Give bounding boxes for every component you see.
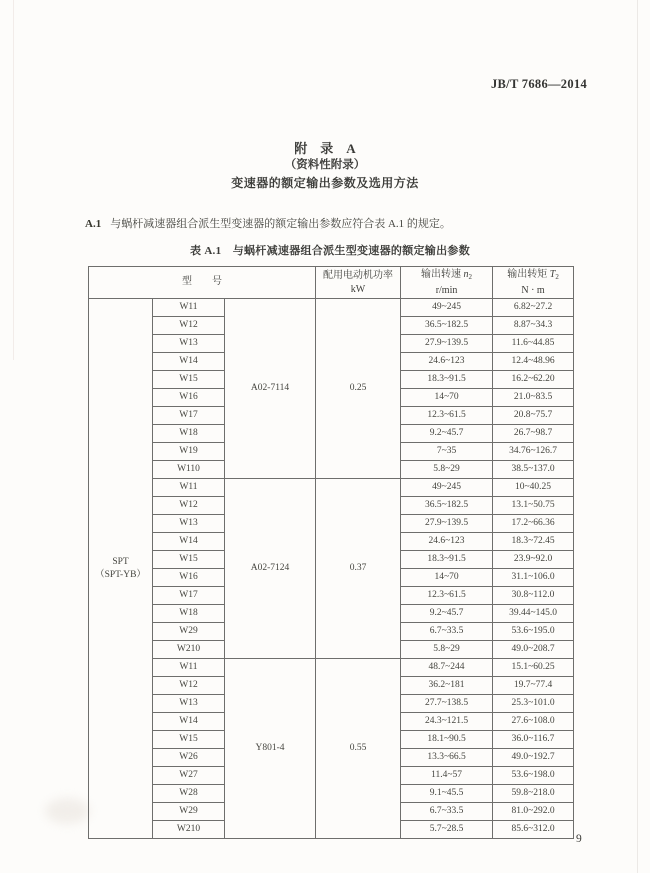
table-row [89,479,574,497]
header-output-torque-unit: N · m [521,284,545,296]
model-cell: W18 [153,425,225,443]
table-a1 [88,266,574,839]
torque-cell: 16.2~62.20 [493,371,574,389]
power-cell: 0.37 [316,479,401,659]
table-row [89,299,574,317]
model-cell: W210 [153,821,225,839]
model-cell: W15 [153,731,225,749]
speed-label-text: 输出转速 [421,268,464,280]
torque-cell: 81.0~292.0 [493,803,574,821]
header-motor-power-unit: kW [350,283,366,295]
model-cell: W11 [153,479,225,497]
group-cell-line: SPT [112,556,129,567]
torque-symbol: T [549,268,556,280]
torque-cell: 10~40.25 [493,479,574,497]
speed-cell: 9.1~45.5 [401,785,493,803]
clause-label: A.1 [85,218,102,230]
torque-cell: 26.7~98.7 [493,425,574,443]
speed-cell: 5.8~29 [401,641,493,659]
torque-cell: 18.3~72.45 [493,533,574,551]
model-cell: W13 [153,515,225,533]
scan-artifact-smudge [45,798,90,824]
speed-cell: 49~245 [401,479,493,497]
torque-cell: 30.8~112.0 [493,587,574,605]
header-motor-power-label: 配用电动机功率 [323,269,394,281]
speed-cell: 9.2~45.7 [401,425,493,443]
torque-cell: 39.44~145.0 [493,605,574,623]
torque-cell: 49.0~208.7 [493,641,574,659]
speed-symbol: n [463,268,469,280]
speed-cell: 24.6~123 [401,353,493,371]
motor-cell: Y801-4 [225,659,316,839]
torque-cell: 17.2~66.36 [493,515,574,533]
model-cell: W12 [153,497,225,515]
speed-cell: 36.5~182.5 [401,317,493,335]
torque-label-text: 输出转矩 [507,268,550,280]
speed-cell: 24.3~121.5 [401,713,493,731]
speed-cell: 36.5~182.5 [401,497,493,515]
appendix-heading: 变速器的额定输出参数及选用方法 [231,176,419,190]
page-number: 9 [576,833,582,845]
speed-cell: 5.7~28.5 [401,821,493,839]
speed-cell: 13.3~66.5 [401,749,493,767]
output-parameters-table [88,266,574,839]
model-cell: W14 [153,713,225,731]
torque-cell: 6.82~27.2 [493,299,574,317]
torque-cell: 59.8~218.0 [493,785,574,803]
speed-cell: 5.8~29 [401,461,493,479]
torque-cell: 15.1~60.25 [493,659,574,677]
header-motor-power [316,267,401,299]
header-output-speed-unit: r/min [435,284,458,296]
torque-cell: 19.7~77.4 [493,677,574,695]
model-cell: W12 [153,317,225,335]
model-cell: W16 [153,569,225,587]
model-cell: W14 [153,533,225,551]
speed-cell: 12.3~61.5 [401,407,493,425]
model-cell: W14 [153,353,225,371]
speed-cell: 18.3~91.5 [401,551,493,569]
header-output-torque [493,267,574,299]
speed-cell: 12.3~61.5 [401,587,493,605]
torque-cell: 23.9~92.0 [493,551,574,569]
speed-cell: 14~70 [401,389,493,407]
torque-cell: 20.8~75.7 [493,407,574,425]
model-cell: W12 [153,677,225,695]
table-header-row [89,267,574,299]
motor-cell: A02-7124 [225,479,316,659]
torque-cell: 8.87~34.3 [493,317,574,335]
table-header [89,267,574,299]
torque-cell: 27.6~108.0 [493,713,574,731]
speed-subscript: 2 [468,272,473,281]
model-cell: W210 [153,641,225,659]
clause-a1 [85,215,565,231]
speed-cell: 36.2~181 [401,677,493,695]
torque-cell: 11.6~44.85 [493,335,574,353]
header-output-speed-label [401,268,492,284]
table-caption: 表 A.1 与蜗杆减速器组合派生型变速器的额定输出参数 [189,245,471,257]
model-cell: W15 [153,551,225,569]
speed-cell: 9.2~45.7 [401,605,493,623]
torque-cell: 25.3~101.0 [493,695,574,713]
model-cell: W13 [153,335,225,353]
group-cell [89,299,153,839]
torque-cell: 31.1~106.0 [493,569,574,587]
model-cell: W29 [153,803,225,821]
speed-cell: 14~70 [401,569,493,587]
model-cell: W28 [153,785,225,803]
torque-cell: 21.0~83.5 [493,389,574,407]
model-cell: W29 [153,623,225,641]
header-model: 型 号 [89,267,316,299]
torque-subscript: 2 [555,272,559,281]
speed-cell: 27.9~139.5 [401,335,493,353]
model-cell: W18 [153,605,225,623]
speed-cell: 18.1~90.5 [401,731,493,749]
speed-cell: 49~245 [401,299,493,317]
model-cell: W13 [153,695,225,713]
table-row [89,659,574,677]
model-cell: W27 [153,767,225,785]
model-cell: W11 [153,299,225,317]
torque-cell: 38.5~137.0 [493,461,574,479]
torque-cell: 53.6~198.0 [493,767,574,785]
speed-cell: 27.7~138.5 [401,695,493,713]
model-cell: W26 [153,749,225,767]
torque-cell: 36.0~116.7 [493,731,574,749]
appendix-subtitle: （资料性附录） [284,159,366,171]
model-cell: W17 [153,407,225,425]
speed-cell: 48.7~244 [401,659,493,677]
torque-cell: 12.4~48.96 [493,353,574,371]
clause-text: 与蜗杆减速器组合派生型变速器的额定输出参数应符合表 A.1 的规定。 [110,218,451,230]
model-cell: W19 [153,443,225,461]
model-cell: W15 [153,371,225,389]
torque-cell: 34.76~126.7 [493,443,574,461]
model-cell: W11 [153,659,225,677]
torque-cell: 13.1~50.75 [493,497,574,515]
scan-artifact-right [637,0,638,873]
header-output-torque-label [493,268,573,284]
model-cell: W16 [153,389,225,407]
group-cell-line: （SPT-YB） [95,569,146,580]
table-body [89,299,574,839]
power-cell: 0.55 [316,659,401,839]
speed-cell: 7~35 [401,443,493,461]
header-output-speed [401,267,493,299]
model-cell: W110 [153,461,225,479]
speed-cell: 11.4~57 [401,767,493,785]
speed-cell: 6.7~33.5 [401,623,493,641]
torque-cell: 85.6~312.0 [493,821,574,839]
model-cell: W17 [153,587,225,605]
speed-cell: 18.3~91.5 [401,371,493,389]
torque-cell: 53.6~195.0 [493,623,574,641]
power-cell: 0.25 [316,299,401,479]
speed-cell: 27.9~139.5 [401,515,493,533]
speed-cell: 24.6~123 [401,533,493,551]
speed-cell: 6.7~33.5 [401,803,493,821]
standard-number-header: JB/T 7686—2014 [491,77,587,91]
appendix-title: 附 录 A [294,141,356,156]
torque-cell: 49.0~192.7 [493,749,574,767]
motor-cell: A02-7114 [225,299,316,479]
